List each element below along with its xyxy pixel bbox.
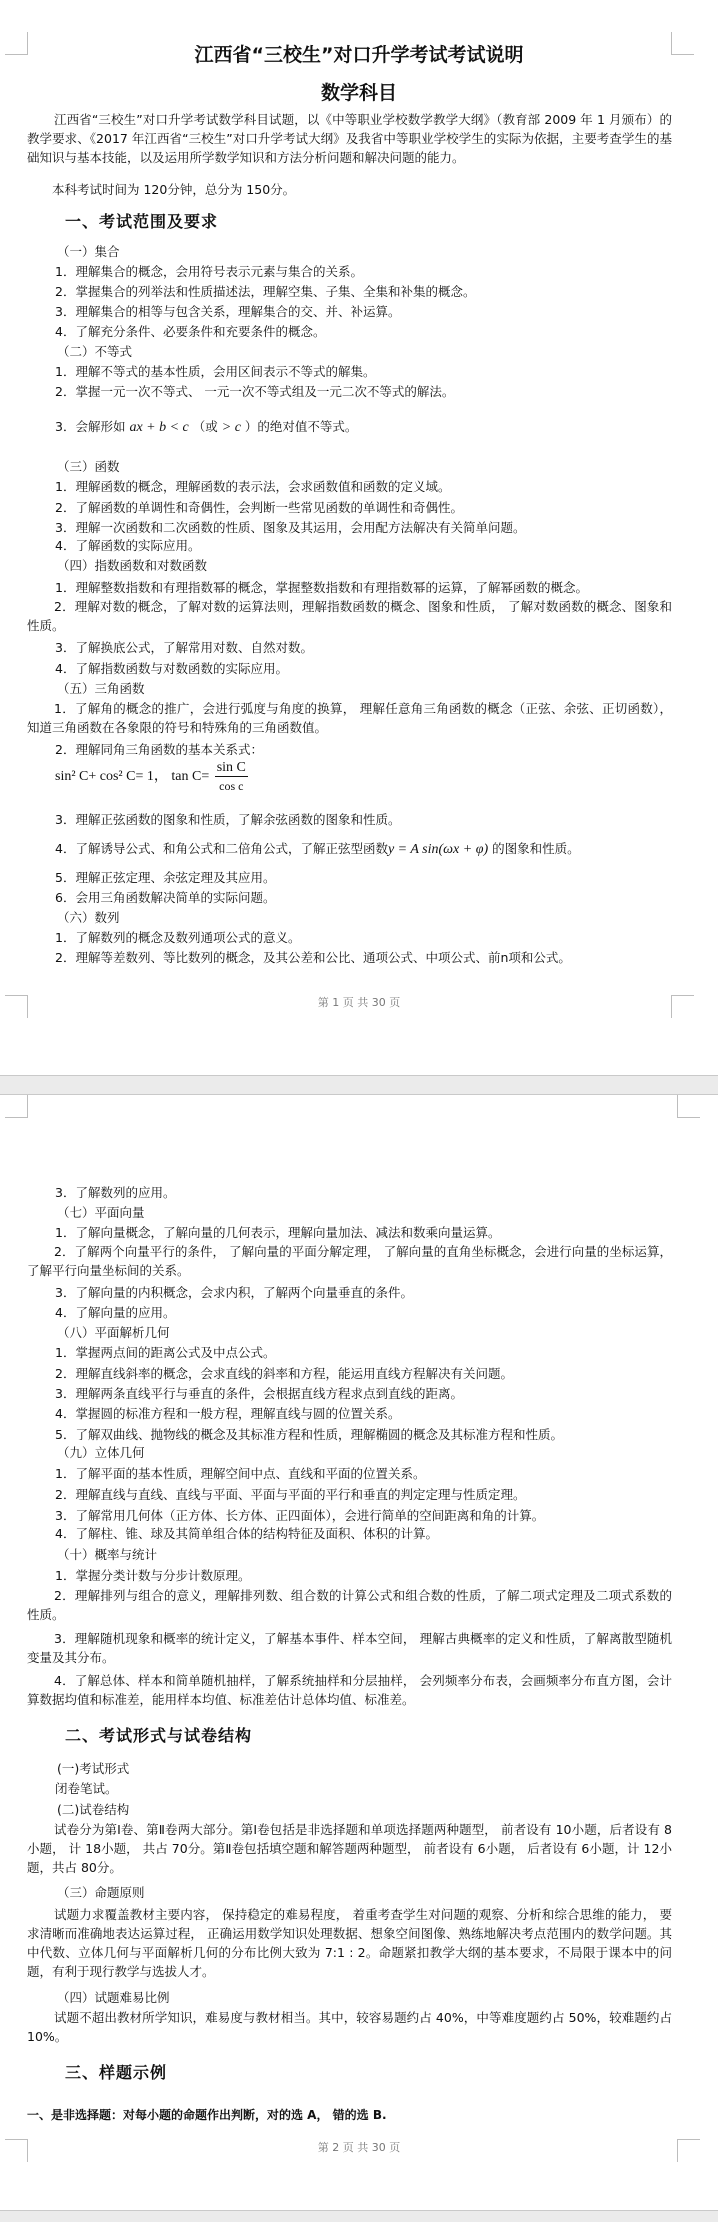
list-item: 3．了解换底公式，了解常用对数、自然对数。 <box>55 640 313 655</box>
list-item: 1．了解角的概念的推广，会进行弧度与角度的换算， 理解任意角三角函数的概念（正弦、余弦、正切函数），知道三角函数在各象限的符号和特殊角的三角函数值。 <box>27 701 672 735</box>
item-text: 的图象和性质。 <box>492 841 580 856</box>
subsection-difficulty-title: （四）试题难易比例 <box>57 1990 170 2005</box>
list-item: 1．理解不等式的基本性质，会用区间表示不等式的解集。 <box>55 364 376 379</box>
subsection-solid-geometry-title: （九）立体几何 <box>57 1445 145 1460</box>
list-item: 3．理解集合的相等与包含关系，理解集合的交、并、补运算。 <box>55 304 401 319</box>
list-item: 4．了解指数函数与对数函数的实际应用。 <box>55 661 288 676</box>
document-title: 江西省“三校生”对口升学考试考试说明 <box>194 44 524 66</box>
subsection-sequences-title: （六）数列 <box>57 910 120 925</box>
formula-tan: tan C= <box>171 769 210 785</box>
list-item: 6．会用三角函数解决简单的实际问题。 <box>55 890 276 905</box>
formula-separator: ， <box>153 769 168 785</box>
principle-paragraph: 试题力求覆盖教材主要内容， 保持稳定的难易程度， 着重考查学生对问题的观察、分析和综合思维的能力， 要求清晰而准确地表达运算过程， 正确运用数学知识处理数据、想象空间图像、熟练地解决考点范围内的数学问题。其中代数、立体几何与平面解析几何的分布比例大致为 7:1 : 2。命题紧扣教学大纲的基本要求，不局限于课本中的问题，有利于现行教学与选拔人才。 <box>27 1907 672 1979</box>
subsection-inequalities-title: （二）不等式 <box>57 344 133 359</box>
math-expression: y = A sin(ωx + φ) <box>387 842 489 857</box>
math-expression: ax + b < c <box>129 420 189 435</box>
list-item: 1．理解整数指数和有理指数幂的概念，掌握整数指数和有理指数幂的运算，了解幂函数的概念。 <box>55 580 588 595</box>
crop-mark-top-left <box>5 1095 28 1118</box>
item-text: ）的绝对值不等式。 <box>244 419 358 434</box>
item-text: 4．了解诱导公式、和角公式和二倍角公式，了解正弦型函数 <box>55 841 388 856</box>
subsection-analytic-geometry-title: （八）平面解析几何 <box>57 1325 170 1340</box>
page-separator <box>0 2210 718 2222</box>
page-2 <box>0 1095 718 2222</box>
list-item: 2．理解排列与组合的意义，理解排列数、组合数的计算公式和组合数的性质，了解二项式定理及二项式系数的性质。 <box>27 1588 672 1622</box>
list-item: 3．理解正弦函数的图象和性质，了解余弦函数的图象和性质。 <box>55 812 401 827</box>
list-item-trig-4 <box>55 839 580 858</box>
formula-pythagorean: sin² C+ cos² C= 1 <box>55 769 154 785</box>
item-text: （或 <box>192 419 218 434</box>
intro-paragraph: 江西省“三校生”对口升学考试数学科目试题，以《中等职业学校数学教学大纲》（教育部 2009 年 1 月颁布）的教学要求、《2017 年江西省“三校生”对口升学考试大纲》及我省中等职业学校学生的实际为依据，主要考查学生的基础知识与基本技能，以及运用所学数学知识和方法分析问题和解决问题的能力。 <box>27 112 672 165</box>
exam-form-text: 闭卷笔试。 <box>55 1781 118 1796</box>
item-text: 3．会解形如 <box>55 419 126 434</box>
fraction <box>215 760 248 794</box>
list-item: 3．了解常用几何体（正方体、长方体、正四面体），会进行简单的空间距离和角的计算。 <box>55 1508 545 1523</box>
list-item: 2．理解同角三角函数的基本关系式： <box>55 742 263 757</box>
subsection-probability-title: （十）概率与统计 <box>57 1547 158 1562</box>
paper-structure-paragraph: 试卷分为第Ⅰ卷、第Ⅱ卷两大部分。第Ⅰ卷包括是非选择题和单项选择题两种题型， 前者设有 10小题，后者设有 8小题， 计 18小题， 共占 70分。第Ⅱ卷包括填空题和解答题两种题型， 前者设有 6小题， 后者设有 6小题，计 12小题，共占 80分。 <box>27 1822 672 1875</box>
difficulty-paragraph: 试题不超出教材所学知识，难易度与教材相当。其中，较容易题约占 40%，中等难度题约占 50%，较难题约占 10%。 <box>27 2010 672 2044</box>
list-item: 1．掌握两点间的距离公式及中点公式。 <box>55 1345 276 1360</box>
list-item: 2．理解直线斜率的概念，会求直线的斜率和方程，能运用直线方程解决有关问题。 <box>55 1366 513 1381</box>
section-1-heading: 一、考试范围及要求 <box>65 212 219 231</box>
subsection-exp-log-title: （四）指数函数和对数函数 <box>57 558 208 573</box>
subsection-sets-title: （一）集合 <box>57 244 120 259</box>
list-item: 4．了解函数的实际应用。 <box>55 538 201 553</box>
exam-time-text: 本科考试时间为 120分钟，总分为 150分。 <box>52 182 296 197</box>
subsection-vectors-title: （七）平面向量 <box>57 1205 145 1220</box>
list-item: 4．了解向量的应用。 <box>55 1305 176 1320</box>
subsection-functions-title: （三）函数 <box>57 459 120 474</box>
subsection-structure-title: (二)试卷结构 <box>57 1802 130 1817</box>
list-item: 5．了解双曲线、抛物线的概念及其标准方程和性质，理解椭圆的概念及其标准方程和性质。 <box>55 1427 563 1442</box>
page-1 <box>0 0 718 1075</box>
subsection-principle-title: （三）命题原则 <box>57 1885 145 1900</box>
list-item: 1．了解向量概念，了解向量的几何表示，理解向量加法、减法和数乘向量运算。 <box>55 1225 501 1240</box>
list-item: 4．了解总体、样本和简单随机抽样，了解系统抽样和分层抽样， 会列频率分布表，会画频率分布直方图，会计算数据均值和标准差，能用样本均值、标准差估计总体均值、标准差。 <box>27 1673 672 1707</box>
list-item: 3．了解数列的应用。 <box>55 1185 176 1200</box>
list-item: 2．了解函数的单调性和奇偶性，会判断一些常见函数的单调性和奇偶性。 <box>55 500 463 515</box>
list-item: 2．理解对数的概念，了解对数的运算法则，理解指数函数的概念、图象和性质， 了解对数函数的概念、图象和性质。 <box>27 599 672 633</box>
crop-mark-top-right <box>677 1095 700 1118</box>
page-footer: 第 2 页 共 30 页 <box>317 2141 401 2154</box>
page-footer: 第 1 页 共 30 页 <box>317 996 401 1009</box>
fraction-denominator: cos c <box>219 779 244 793</box>
section-2-heading: 二、考试形式与试卷结构 <box>65 1726 253 1745</box>
list-item: 5．理解正弦定理、余弦定理及其应用。 <box>55 870 276 885</box>
list-item: 1．理解集合的概念，会用符号表示元素与集合的关系。 <box>55 264 363 279</box>
list-item: 3．理解两条直线平行与垂直的条件，会根据直线方程求点到直线的距离。 <box>55 1386 463 1401</box>
fraction-numerator: sin C <box>216 760 246 775</box>
list-item: 2．了解两个向量平行的条件， 了解向量的平面分解定理， 了解向量的直角坐标概念，会进行向量的坐标运算，了解平行向量坐标间的关系。 <box>27 1244 672 1278</box>
list-item: 4．了解柱、锥、球及其简单组合体的结构特征及面积、体积的计算。 <box>55 1526 438 1541</box>
question-type-heading: 一、是非选择题：对每小题的命题作出判断，对的选 A， 错的选 B. <box>27 2108 387 2122</box>
list-item: 2．掌握集合的列举法和性质描述法，理解空集、子集、全集和补集的概念。 <box>55 284 476 299</box>
list-item: 2．掌握一元一次不等式、 一元一次不等式组及一元二次不等式的解法。 <box>55 384 455 399</box>
list-item: 3．了解向量的内积概念，会求内积，了解两个向量垂直的条件。 <box>55 1285 413 1300</box>
list-item: 3．理解随机现象和概率的统计定义，了解基本事件、样本空间， 理解古典概率的定义和性质，了解离散型随机变量及其分布。 <box>27 1631 672 1665</box>
subsection-trig-title: （五）三角函数 <box>57 681 145 696</box>
list-item: 1．了解平面的基本性质，理解空间中点、直线和平面的位置关系。 <box>55 1466 426 1481</box>
list-item: 2．理解等差数列、等比数列的概念，及其公差和公比、通项公式、中项公式、前n项和公式。 <box>55 950 571 965</box>
list-item: 2．理解直线与直线、直线与平面、平面与平面的平行和垂直的判定定理与性质定理。 <box>55 1487 526 1502</box>
math-expression: > c <box>221 420 241 435</box>
list-item: 3．理解一次函数和二次函数的性质、图象及其运用，会用配方法解决有关简单问题。 <box>55 520 526 535</box>
trig-identity-formula <box>55 760 248 794</box>
list-item-inequality-3 <box>55 417 357 436</box>
list-item: 1．掌握分类计数与分步计数原理。 <box>55 1568 251 1583</box>
section-3-heading: 三、样题示例 <box>65 2063 168 2082</box>
page-separator <box>0 1075 718 1095</box>
list-item: 1．了解数列的概念及数列通项公式的意义。 <box>55 930 301 945</box>
document-subtitle: 数学科目 <box>320 82 397 104</box>
list-item: 4．掌握圆的标准方程和一般方程，理解直线与圆的位置关系。 <box>55 1406 401 1421</box>
list-item: 1．理解函数的概念，理解函数的表示法，会求函数值和函数的定义域。 <box>55 479 451 494</box>
list-item: 4．了解充分条件、必要条件和充要条件的概念。 <box>55 324 326 339</box>
subsection-form-title: (一)考试形式 <box>57 1761 130 1776</box>
